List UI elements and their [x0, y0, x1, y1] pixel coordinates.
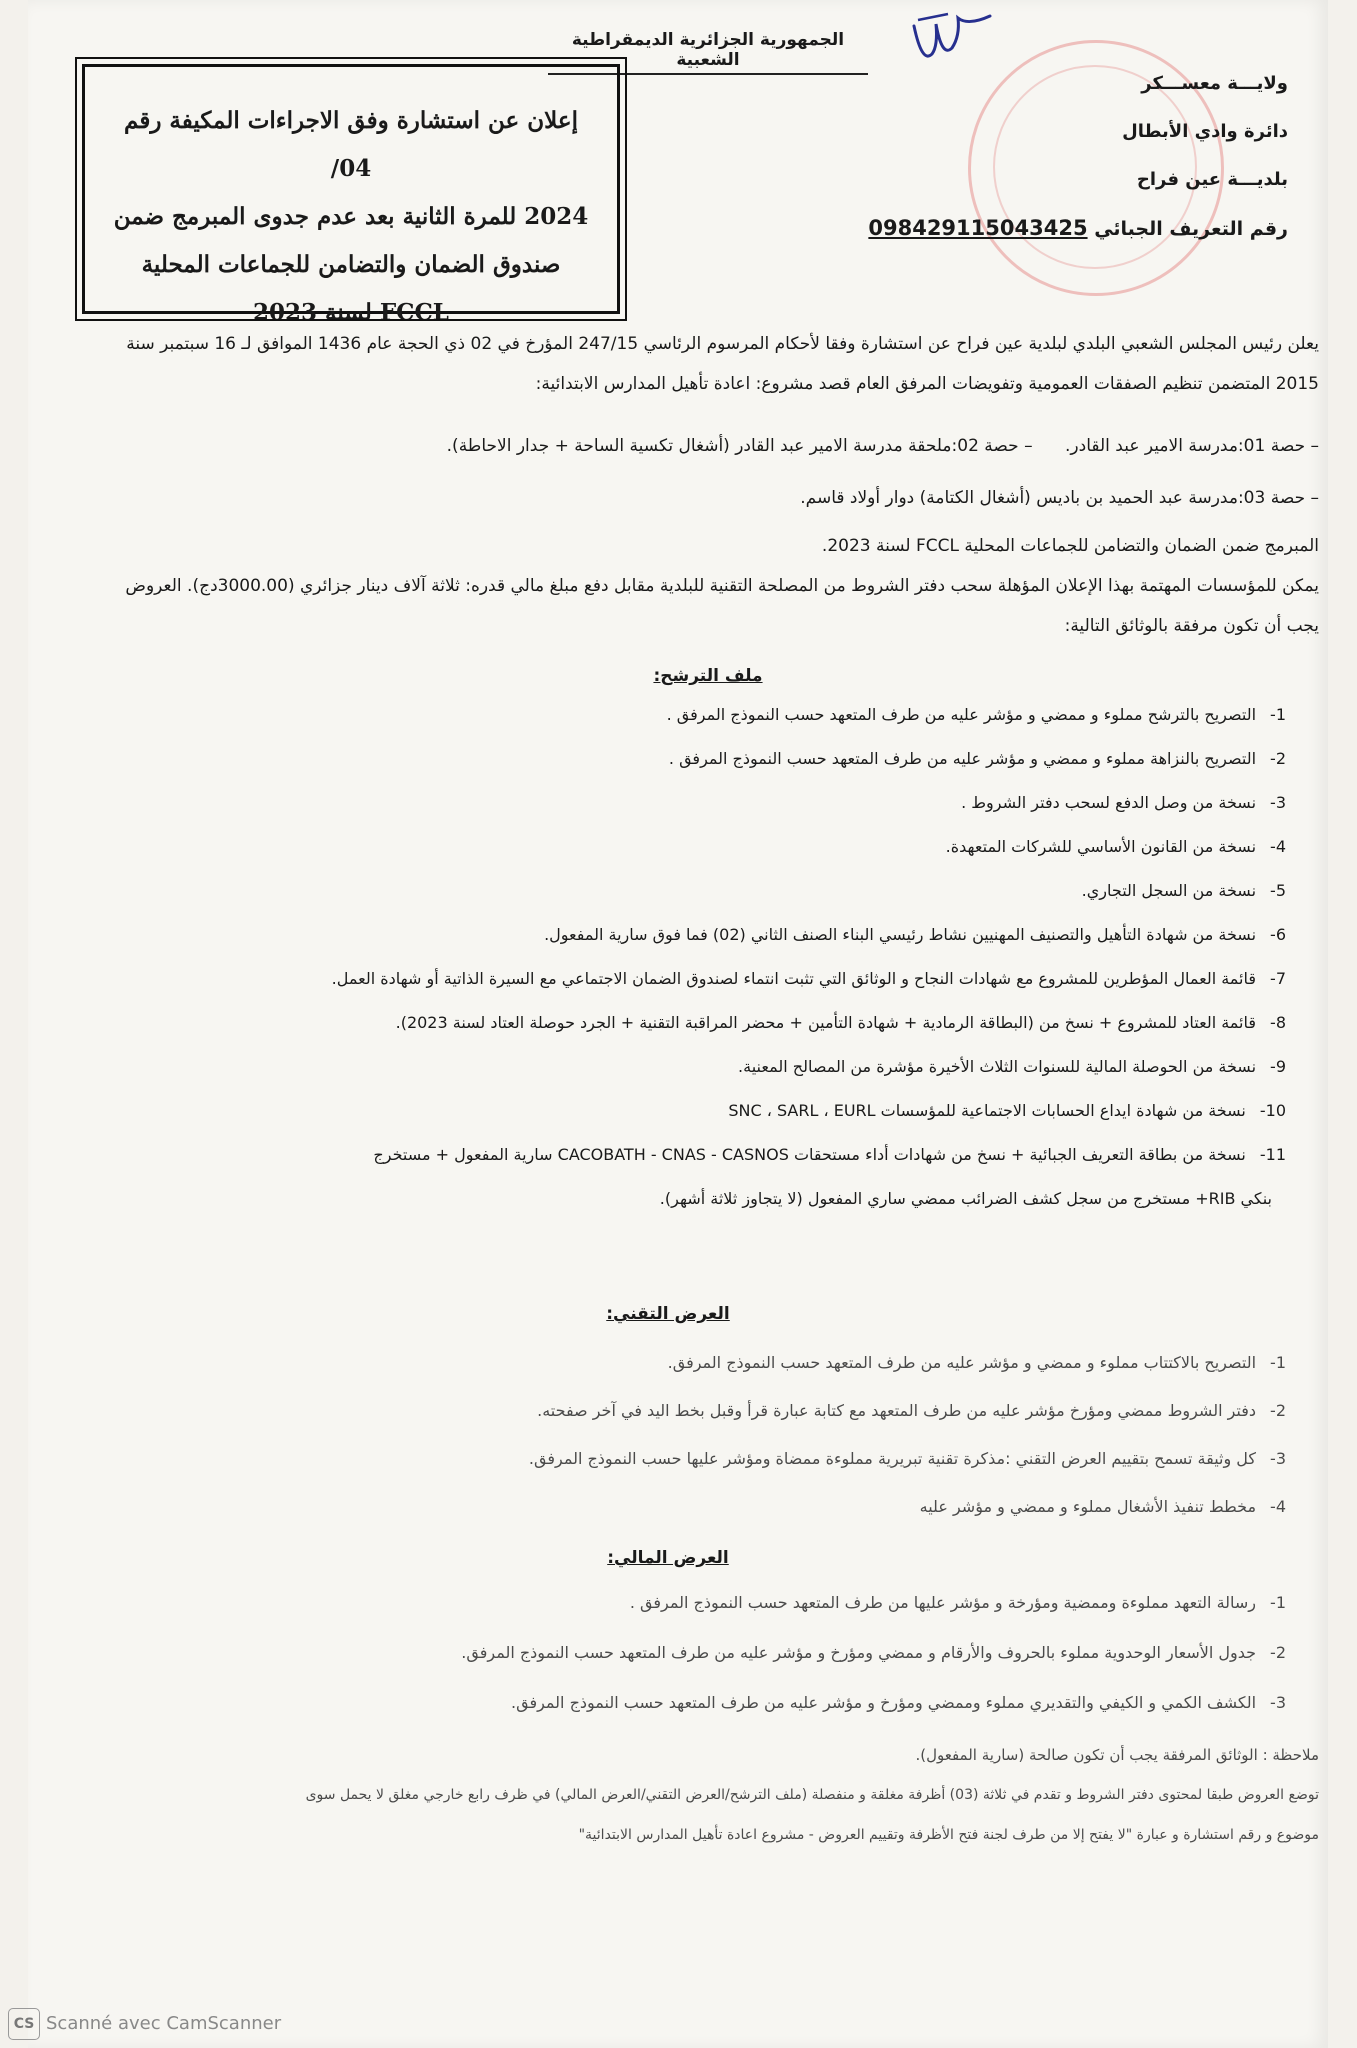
notice-line-3: صندوق الضمان والتضامن للجماعات المحلية [141, 251, 561, 278]
notice-line-2: 2024 للمرة الثانية بعد عدم جدوى المبرمج ضمن [113, 203, 589, 230]
submission-paragraph-2: موضوع و رقم استشارة و عبارة "لا يفتح إلا من طرف لجنة فتح الأظرفة وتقييم العروض - مشروع اعادة تأهيل المدارس الابتدائية" [578, 1827, 1319, 1843]
camscanner-watermark [0, 2008, 400, 2048]
lot-2-text: – حصة 02:ملحقة مدرسة الامير عبد القادر (أشغال تكسية الساحة + جدار الاحاطة). [446, 436, 1033, 456]
candidature-list [106, 702, 1286, 1212]
daira-label: دائرة وادي الأبطال [1122, 121, 1288, 142]
financial-offer-title: العرض المالي: [607, 1548, 729, 1568]
list-item: بنكي RIB+ مستخرج من سجل كشف الضرائب ممضي ساري المفعول (لا يتجاوز ثلاثة أشهر). [659, 1189, 1272, 1208]
technical-offer-title: العرض التقني: [606, 1304, 730, 1324]
list-item: 3-الكشف الكمي و الكيفي والتقديري مملوء وممضي ومؤرخ و مؤشر عليه من طرف المتعهد حسب النموذج المرفق. [511, 1693, 1286, 1712]
lots-list [94, 420, 1319, 524]
document-page [28, 0, 1328, 2048]
fiscal-id-number: 098429115043425 [868, 216, 1088, 240]
notice-line-1: إعلان عن استشارة وفق الاجراءات المكيفة رقم 04/ [124, 107, 578, 182]
list-item: 7-قائمة العمال المؤطرين للمشروع مع شهادات النجاح و الوثائق التي تثبت انتماء لصندوق الضمان الاجتماعي مع السيرة الذاتية أو شهادة العمل. [331, 969, 1286, 988]
republic-heading: الجمهورية الجزائرية الديمقراطية الشعبية [548, 30, 868, 75]
list-item: 3-كل وثيقة تسمح بتقييم العرض التقني :مذكرة تقنية تبريرية مملوءة ممضاة ومؤشر عليها حسب النموذج المرفق. [528, 1449, 1286, 1468]
list-item: 5-نسخة من السجل التجاري. [1081, 881, 1286, 900]
commune-label: بلديـــة عين فراح [1136, 169, 1288, 190]
fiscal-id-label: رقم التعريف الجبائي [1094, 218, 1288, 240]
list-item: 2-التصريح بالنزاهة مملوء و ممضي و مؤشر عليه من طرف المتعهد حسب النموذج المرفق . [668, 749, 1286, 768]
list-item: 11-نسخة من بطاقة التعريف الجبائية + نسخ من شهادات أداء مستحقات CACOBATH - CNAS - CASNOS سارية المفعول + مستخرج [373, 1145, 1286, 1164]
list-item: 1-التصريح بالترشح مملوء و ممضي و مؤشر عليه من طرف المتعهد حسب النموذج المرفق . [666, 705, 1286, 724]
list-item: 4-مخطط تنفيذ الأشغال مملوء و ممضي و مؤشر عليه [919, 1497, 1286, 1516]
notice-line-4: FCCL لسنة 2023 [253, 299, 449, 326]
note-line: ملاحظة : الوثائق المرفقة يجب أن تكون صالحة (سارية المفعول). [915, 1746, 1319, 1764]
withdraw-paragraph: يمكن للمؤسسات المهتمة بهذا الإعلان المؤهلة سحب دفتر الشروط من المصلحة التقنية للبلدية مقابل دفع مبلغ مالي قدره: ثلاثة آلاف دينار جزائري (3000.00دج). العروض يجب أن تكون مرفقة بالوثائق التالية: [125, 576, 1319, 636]
list-item: 10-نسخة من شهادة ايداع الحسابات الاجتماعية للمؤسسات SNC ، SARL ، EURL [728, 1101, 1286, 1120]
list-item: 6-نسخة من شهادة التأهيل والتصنيف المهنيين نشاط رئيسي البناء الصنف الثاني (02) فما فوق سارية المفعول. [544, 925, 1286, 944]
lot-1-text: – حصة 01:مدرسة الامير عبد القادر. [1065, 436, 1319, 456]
list-item: 3-نسخة من وصل الدفع لسحب دفتر الشروط . [961, 793, 1286, 812]
program-paragraph: المبرمج ضمن الضمان والتضامن للجماعات المحلية FCCL لسنة 2023. [821, 536, 1319, 556]
list-item: 1-رسالة التعهد مملوءة وممضية ومؤرخة و مؤشر عليها من طرف المتعهد حسب النموذج المرفق . [629, 1593, 1286, 1612]
list-item: 1-التصريح بالاكتتاب مملوء و ممضي و مؤشر عليه من طرف المتعهد حسب النموذج المرفق. [667, 1353, 1286, 1372]
notice-title-box [82, 64, 620, 326]
camscanner-logo-icon: CS [8, 2008, 40, 2040]
lot-3: – حصة 03:مدرسة عبد الحميد بن باديس (أشغال الكتامة) دوار أولاد قاسم. [800, 488, 1319, 508]
wilaya-label: ولايـــة معســـكر [1141, 73, 1288, 94]
fiscal-id-line [868, 204, 1288, 252]
list-item: 2-جدول الأسعار الوحدوية مملوء بالحروف والأرقام و ممضي ومؤرخ و مؤشر عليه من طرف المتعهد حسب النموذج المرفق. [461, 1643, 1286, 1662]
list-item: 8-قائمة العتاد للمشروع + نسخ من (البطاقة الرمادية + شهادة التأمين + محضر المراقبة التقنية + الجرد حوصلة العتاد لسنة 2023). [395, 1013, 1286, 1032]
submission-paragraph-1: توضع العروض طبقا لمحتوى دفتر الشروط و تقدم في ثلاثة (03) أظرفة مغلقة و منفصلة (ملف الترشح/العرض التقني/العرض المالي) في ظرف رابع خارجي مغلق لا يحمل سوى [305, 1787, 1319, 1803]
financial-offer-list [106, 1590, 1286, 1716]
administration-block [868, 60, 1288, 252]
technical-offer-list [106, 1350, 1286, 1520]
candidature-title: ملف الترشح: [653, 666, 763, 686]
list-item: 9-نسخة من الحوصلة المالية للسنوات الثلاث الأخيرة مؤشرة من المصالح المعنية. [738, 1057, 1286, 1076]
lot-1 [94, 420, 1319, 472]
list-item: 2-دفتر الشروط ممضي ومؤرخ مؤشر عليه من طرف المتعهد مع كتابة عبارة قرأ وقبل بخط اليد في آخر صفحته. [537, 1401, 1286, 1420]
camscanner-text: Scanné avec CamScanner [46, 2013, 282, 2034]
list-item: 4-نسخة من القانون الأساسي للشركات المتعهدة. [945, 837, 1286, 856]
intro-paragraph: يعلن رئيس المجلس الشعبي البلدي لبلدية عين فراح عن استشارة وفقا لأحكام المرسوم الرئاسي 247/15 المؤرخ في 02 ذي الحجة عام 1436 الموافق لـ 16 سبتمبر سنة 2015 المتضمن تنظيم الصفقات العمومية وتفويضات المرفق العام قصد مشروع: اعادة تأهيل المدارس الابتدائية: [126, 334, 1319, 394]
